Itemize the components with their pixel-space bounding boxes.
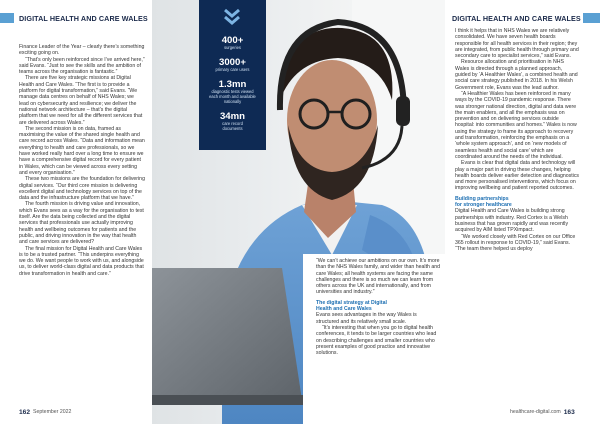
- stat-primary-care-users: [199, 58, 266, 73]
- stat-value: 34mn: [219, 111, 246, 122]
- stat-label: documents: [222, 125, 243, 131]
- stat-label: care record: [222, 121, 243, 126]
- article-column-right: [455, 28, 579, 252]
- paragraph: Evans is clear that digital data and technology will play a major part in driving these changes, helping health boards deliver earlier detection and diagnostics and more personalised interventions, which focus on improving wellbeing and patient reported outcomes.: [455, 160, 580, 192]
- paragraph: I think it helps that in NHS Wales we are relatively consolidated. We have seven health boards responsible for all health services in their region; they are integrated, from public health through primary and secondary care to specialist services,” said Evans.: [455, 28, 579, 60]
- paragraph: Digital Health and Care Wales is building strong partnerships with industry. Red Cortex is a Welsh business that has grown rapidly and was recently acquired by AIM listed TPXimpact.: [455, 208, 569, 234]
- page-number-right: 163: [563, 408, 575, 416]
- paragraph: The final mission for Digital Health and Care Wales is to be a trusted partner. “This underpins everything we do. We want people to work with us, and alongside us, to deliver world-class digital and data products that drive transformation in health and care.”: [19, 245, 144, 277]
- paragraph: “It’s interesting that when you go to digital health conferences, it tends to be larger countries who lead on describing challenges and smaller countries who present examples of good practice and innovative solutions.: [316, 324, 437, 357]
- paragraph: “We can’t achieve our ambitions on our own. It’s more than the NHS Wales family, and wider than health and care Wales; all health systems are facing the same challenges and there is so much we can learn from others across the UK and internationally, and from universities and industry.”: [316, 258, 440, 296]
- header-accent-bar-right: [583, 13, 600, 23]
- subheading: [316, 300, 440, 313]
- stat-label: diagnostic tests viewed: [211, 89, 254, 94]
- page-header-left: [0, 9, 205, 27]
- stat-value: 400+: [221, 35, 244, 46]
- paragraph: Resource allocation and prioritisation in NHS Wales is directed through a planned approach, guided by ‘A Healthier Wales’, a combined health and social care strategy published in 2018. In his Welsh Government role, Evans was the lead author.: [455, 59, 578, 91]
- stat-surgeries: [199, 36, 266, 51]
- paragraph: Finance Leader of the Year – clearly there’s something exciting going on.: [19, 44, 145, 57]
- footer-left: [19, 407, 71, 417]
- paragraph: The second mission is on data, framed as maximising the value of the shared single health and care record across Wales. “Data and information mean everything to health and care professionals, so we have worked really hard over a long time to ensure we have a comprehensive digital record for every patient in Wales, which can be viewed across every setting and every organisation.”: [19, 125, 145, 176]
- paragraph: These two missions are the foundation for delivering digital services. “Our third core mission is delivering excellent digital and technology services on top of the data and the infrastructure platform that we have.”: [19, 176, 145, 202]
- subheading-line: for stronger healthcare: [455, 202, 512, 209]
- stat-label: each month and available: [209, 93, 256, 99]
- subheading-line: Health and Care Wales: [316, 306, 372, 313]
- stat-value: 3000+: [219, 57, 246, 68]
- page-number-left: 162: [19, 408, 31, 416]
- section-title-right: DIGITAL HEALTH AND CARE WALES: [452, 13, 581, 23]
- subheading: [455, 196, 579, 209]
- paragraph: “That’s only been reinforced since I’ve arrived here,” said Evans. “Just to see the skills and the ambition of teams across the organisation is fantastic.”: [19, 56, 145, 76]
- website-url: healthcare-digital.com: [510, 409, 561, 415]
- stat-label: nationally: [223, 98, 242, 104]
- stats-panel: [199, 0, 266, 150]
- double-chevron-down-icon: [221, 6, 243, 28]
- stat-diagnostic-tests: [199, 80, 266, 104]
- article-column-middle: [316, 258, 440, 356]
- subheading-line: Building partnerships: [455, 195, 509, 202]
- paragraph: “A Healthier Wales has been reinforced in many ways by the COVID-19 pandemic response. There was stronger national direction, digital and data were the main enablers, and all the emphasis was on prevention and on delivering services outside hospital: into communities and homes.” Wales is now using the strategy to frame its approach to recovery and transformation, reinforcing the emphasis on a ‘whole system approach’, and on ‘new models of seamless health and social care’ which are coordinated around the needs of the individual.: [455, 90, 577, 160]
- footer-right: [510, 407, 575, 417]
- paragraph: “We worked closely with Red Cortex on our Office 365 rollout in response to COVID-19,” said Evans. “The team there helped us deploy: [455, 233, 576, 253]
- article-column-left: [19, 44, 145, 277]
- section-title-left: DIGITAL HEALTH AND CARE WALES: [19, 13, 148, 23]
- stat-label: surgeries: [224, 45, 241, 50]
- stat-label: primary care users: [215, 67, 250, 72]
- subheading-line: The digital strategy at Digital: [316, 299, 387, 306]
- paragraph: The fourth mission is driving value and innovation, which Evans sees as a way for the organisation to test itself. Are the data being collected and the digital services that professionals use actually improving health and wellbeing outcomes for patients and the public, and driving innovation in the way that health and care services are delivered?: [19, 201, 144, 246]
- page-header-right: [445, 9, 600, 27]
- issue-date: September 2022: [33, 409, 72, 415]
- stat-care-record-documents: [199, 112, 266, 132]
- paragraph: Evans sees advantages in the way Wales is structured and its relatively small scale.: [316, 312, 417, 325]
- stat-value: 1.3mn: [218, 79, 247, 90]
- paragraph: There are five key strategic missions at Digital Health and Care Wales. “The first is to provide a platform for digital transformation,” said Evans. “We manage data centres on behalf of NHS Wales; we lead on cybersecurity and resilience; we deliver the national network architecture – that’s the digital platform that we need for all the different services that are delivered across Wales.”: [19, 75, 143, 126]
